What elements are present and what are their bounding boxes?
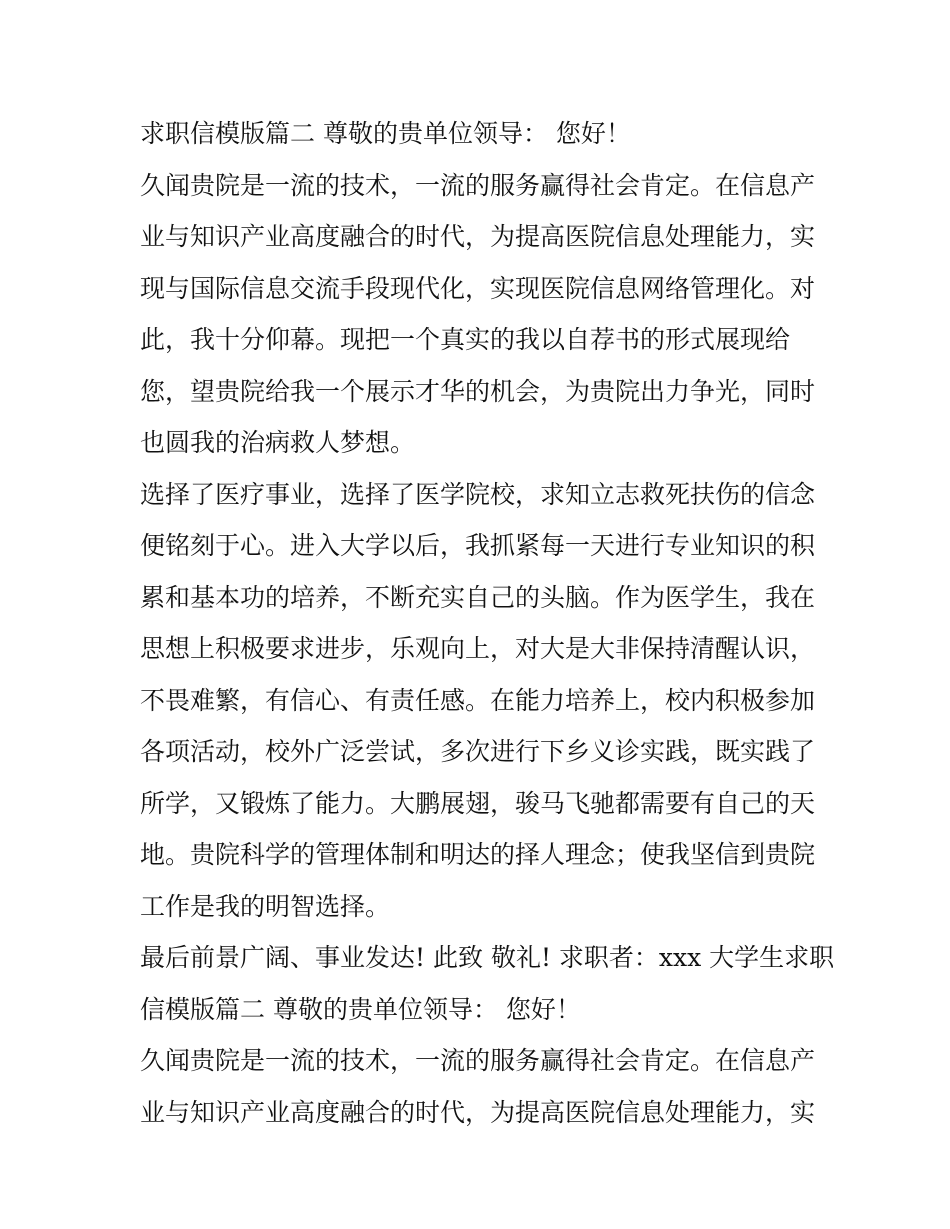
text-line: 最后前景广阔、事业发达! 此致 敬礼! 求职者：xxx 大学生求职 [140,943,835,972]
text-line: 久闻贵院是一流的技术，一流的服务赢得社会肯定。在信息产 [140,170,816,200]
text-line: 此，我十分仰幕。现把一个真实的我以自荐书的形式展现给 [140,325,791,354]
text-line: 也圆我的治病救人梦想。 [140,428,416,457]
text-line: 地。贵院科学的管理体制和明达的择人理念；使我坚信到贵院 [140,840,816,869]
text-line: 久闻贵院是一流的技术，一流的服务赢得社会肯定。在信息产 [140,1046,816,1075]
text-line: 业与知识产业高度融合的时代，为提高医院信息处理能力，实 [140,1097,816,1127]
text-line: 现与国际信息交流手段现代化，实现医院信息网络管理化。对 [140,273,816,303]
text-line: 业与知识产业高度融合的时代，为提高医院信息处理能力，实 [140,222,816,251]
text-line: 求职信模版篇二 尊敬的贵单位领导： 您好！ [140,119,631,148]
text-line: 您，望贵院给我一个展示才华的机会，为贵院出力争光，同时 [140,376,816,406]
text-line: 工作是我的明智选择。 [140,891,391,921]
text-line: 所学，又锻炼了能力。大鹏展翅，骏马飞驰都需要有自己的天 [140,788,816,818]
text-line: 便铭刻于心。进入大学以后，我抓紧每一天进行专业知识的积 [140,531,816,560]
text-line: 累和基本功的培养，不断充实自己的头脑。作为医学生，我在 [140,582,816,612]
text-line: 各项活动，校外广泛尝试，多次进行下乡义诊实践，既实践了 [140,737,816,766]
text-line: 信模版篇二 尊敬的贵单位领导： 您好！ [140,994,581,1024]
text-line: 思想上积极要求进步，乐观向上，对大是大非保持清醒认识， [140,634,816,663]
letter-body [140,108,835,1138]
text-line: 不畏难繁，有信心、有责任感。在能力培养上，校内积极参加 [140,685,816,715]
text-line: 选择了医疗事业，选择了医学院校，求知立志救死扶伤的信念 [140,479,816,509]
